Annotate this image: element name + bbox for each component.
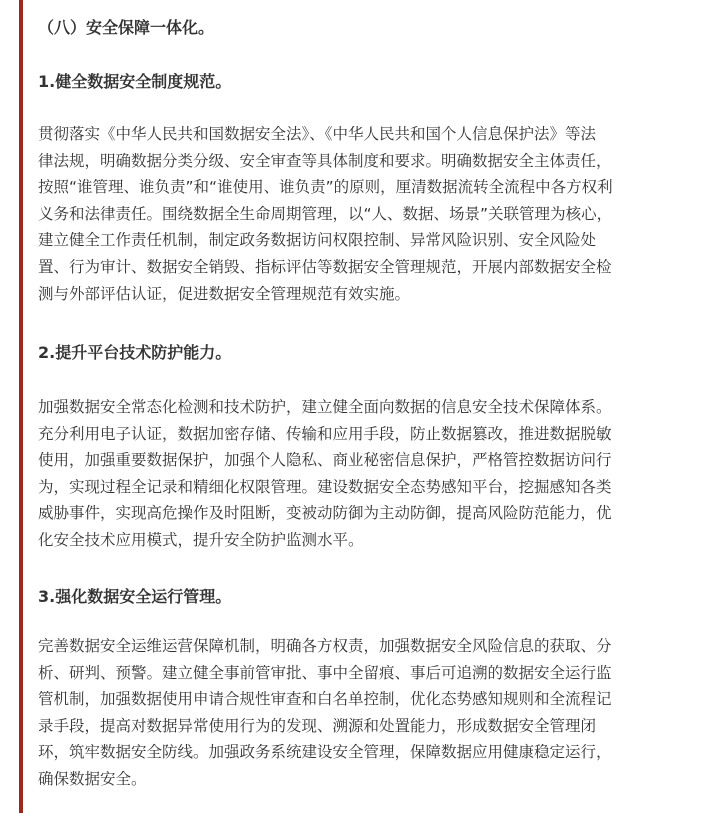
subsection-heading-1: 1.健全数据安全制度规范。: [38, 72, 232, 91]
subsection-heading-3: 3.强化数据安全运行管理。: [38, 587, 232, 606]
paragraph-line: 贯彻落实《中华人民共和国数据安全法》、《中华人民共和国个人信息保护法》等法: [38, 125, 597, 143]
paragraph-line: 完善数据安全运维运营保障机制，明确各方权责，加强数据安全风险信息的获取、分: [38, 637, 612, 655]
paragraph-line: 置、行为审计、数据安全销毁、指标评估等数据安全管理规范，开展内部数据安全检: [38, 257, 612, 276]
paragraph-line: 环，筑牢数据安全防线。加强政务系统建设安全管理，保障数据应用健康稳定运行，: [38, 743, 612, 762]
paragraph-line: 测与外部评估认证，促进数据安全管理规范有效实施。: [38, 284, 411, 303]
paragraph-line: 威胁事件，实现高危操作及时阻断，变被动防御为主动防御，提高风险防范能力，优: [38, 504, 612, 523]
subsection-paragraph-3: [38, 633, 612, 793]
paragraph-line: 确保数据安全。: [38, 769, 147, 788]
subsection-paragraph-1: [38, 121, 613, 307]
paragraph-line: 录手段，提高对数据异常使用行为的发现、溯源和处置能力，形成数据安全管理闭: [38, 716, 597, 735]
paragraph-line: 按照“谁管理、谁负责”和“谁使用、谁负责”的原则，厘清数据流转全流程中各方权利: [38, 178, 613, 197]
paragraph-line: 加强数据安全常态化检测和技术防护，建立健全面向数据的信息安全技术保障体系。: [38, 398, 612, 416]
paragraph-line: 使用，加强重要数据保护，加强个人隐私、商业秘密信息保护，严格管控数据访问行: [38, 451, 612, 470]
paragraph-line: 律法规，明确数据分类分级、安全审查等具体制度和要求。明确数据安全主体责任，: [38, 151, 612, 170]
paragraph-line: 建立健全工作责任机制，制定政务数据访问权限控制、异常风险识别、安全风险处: [38, 231, 597, 250]
subsection-heading-2: 2.提升平台技术防护能力。: [38, 343, 232, 362]
paragraph-line: 义务和法律责任。围绕数据全生命周期管理，以“人、数据、场景”关联管理为核心，: [38, 204, 613, 223]
subsection-paragraph-2: [38, 394, 612, 554]
paragraph-line: 管机制，加强数据使用申请合规性审查和白名单控制，优化态势感知规则和全流程记: [38, 690, 612, 709]
paragraph-line: 析、研判、预警。建立健全事前管审批、事中全留痕、事后可追溯的数据安全运行监: [38, 663, 612, 682]
paragraph-line: 充分利用电子认证，数据加密存储、传输和应用手段，防止数据篡改，推进数据脱敏: [38, 424, 612, 443]
left-accent-bar: [19, 0, 23, 813]
paragraph-line: 为，实现过程全记录和精细化权限管理。建设数据安全态势感知平台，挖掘感知各类: [38, 477, 612, 496]
section-title: （八）安全保障一体化。: [38, 18, 215, 37]
paragraph-line: 化安全技术应用模式，提升安全防护监测水平。: [38, 530, 364, 549]
